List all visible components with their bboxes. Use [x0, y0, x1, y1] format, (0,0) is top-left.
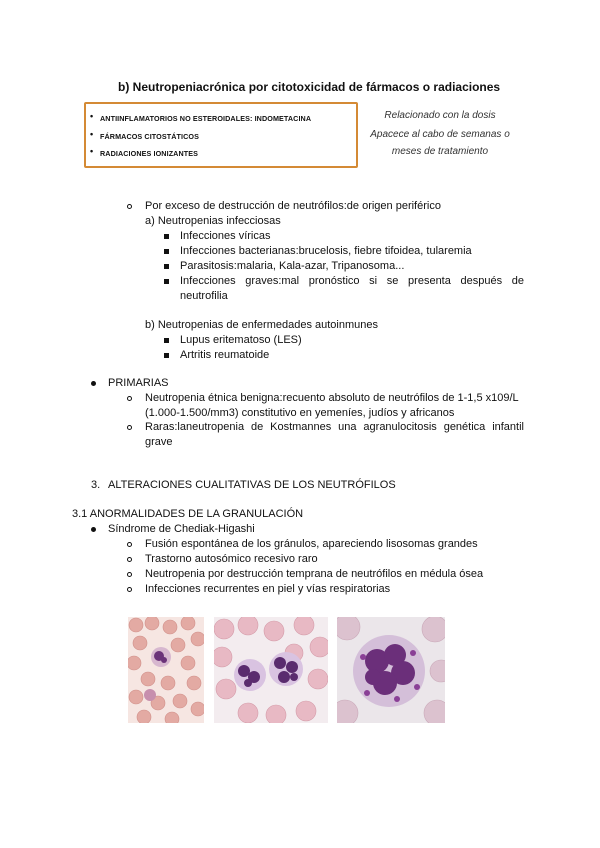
circle-bullet [127, 396, 132, 401]
primarias-item-2: Raras:laneutropenia de Kostmannes una agranulocitosis genética infantil [145, 421, 524, 433]
periferico-heading: Por exceso de destrucción de neutrófilos:de origen periférico [145, 200, 441, 212]
circle-bullet [127, 542, 132, 547]
infecciosas-item: Infecciones graves:mal pronóstico si se presenta después de [180, 275, 524, 287]
autoinmunes-item: Artritis reumatoide [180, 349, 270, 361]
square-bullet [164, 264, 169, 269]
square-bullet [164, 353, 169, 358]
section-heading: ALTERACIONES CUALITATIVAS DE LOS NEUTRÓFILOS [108, 479, 396, 491]
section-title: b) Neutropeniacrónica por citotoxicidad de fármacos o radiaciones [118, 80, 501, 94]
square-bullet [164, 234, 169, 239]
infecciosas-item: Infecciones víricas [180, 230, 271, 242]
primarias-item-1-cont: (1.000-1.500/mm3) constitutivo en yemeníes, judíos y africanos [145, 407, 455, 419]
syndrome-item: Neutropenia por destrucción temprana de neutrófilos en médula ósea [145, 568, 484, 580]
autoinmunes-item: Lupus eritematoso (LES) [180, 334, 302, 346]
subsection-heading: 3.1 ANORMALIDADES DE LA GRANULACIÓN [72, 508, 304, 520]
syndrome-item: Trastorno autosómico recesivo raro [145, 553, 318, 565]
side-note-line-3: meses de tratamiento [391, 146, 489, 157]
infecciosas-item: Infecciones bacterianas:brucelosis, fiebre tifoidea, tularemia [180, 245, 472, 257]
square-bullet [164, 249, 169, 254]
syndrome-item: Infecciones recurrentes en piel y vías respiratorias [145, 583, 391, 595]
primarias-item-1: Neutropenia étnica benigna:recuento absoluto de neutrófilos de 1-1,5 x109/L [145, 392, 519, 404]
circle-bullet [127, 587, 132, 592]
micrograph-blood-smear [128, 617, 204, 723]
primarias-item-2-cont: grave [145, 436, 173, 448]
side-note-line-2: Apacece al cabo de semanas o [370, 129, 510, 140]
dot-bullet [91, 527, 96, 532]
autoinmunes-heading: b) Neutropenias de enfermedades autoinmunes [145, 319, 378, 331]
box-bullet: • [90, 111, 94, 121]
side-note-line-1: Relacionado con la dosis [384, 110, 496, 121]
infecciosas-item-cont: neutrofilia [180, 290, 228, 302]
infecciosas-heading: a) Neutropenias infecciosas [145, 215, 281, 227]
syndrome-item: Fusión espontánea de los gránulos, apareciendo lisosomas grandes [145, 538, 478, 550]
box-item-radiaciones: RADIACIONES IONIZANTES [100, 149, 199, 158]
dot-bullet [91, 381, 96, 386]
box-item-citostaticos: FÁRMACOS CITOSTÁTICOS [100, 132, 199, 141]
primarias-heading: PRIMARIAS [108, 377, 169, 389]
box-item-aines: ANTIINFLAMATORIOS NO ESTEROIDALES: INDOMETACINA [100, 114, 312, 123]
box-bullet: • [90, 129, 94, 139]
box-bullet: • [90, 146, 94, 156]
circle-bullet [127, 557, 132, 562]
syndrome-name: Síndrome de Chediak-Higashi [108, 523, 255, 535]
infecciosas-item: Parasitosis:malaria, Kala-azar, Tripanosoma... [180, 260, 405, 272]
circle-bullet [127, 572, 132, 577]
square-bullet [164, 338, 169, 343]
square-bullet [164, 279, 169, 284]
circle-bullet [127, 425, 132, 430]
micrograph-giant-granules [337, 617, 445, 723]
circle-bullet [127, 204, 132, 209]
micrograph-neutrophils [214, 617, 328, 723]
section-number: 3. [91, 479, 101, 491]
